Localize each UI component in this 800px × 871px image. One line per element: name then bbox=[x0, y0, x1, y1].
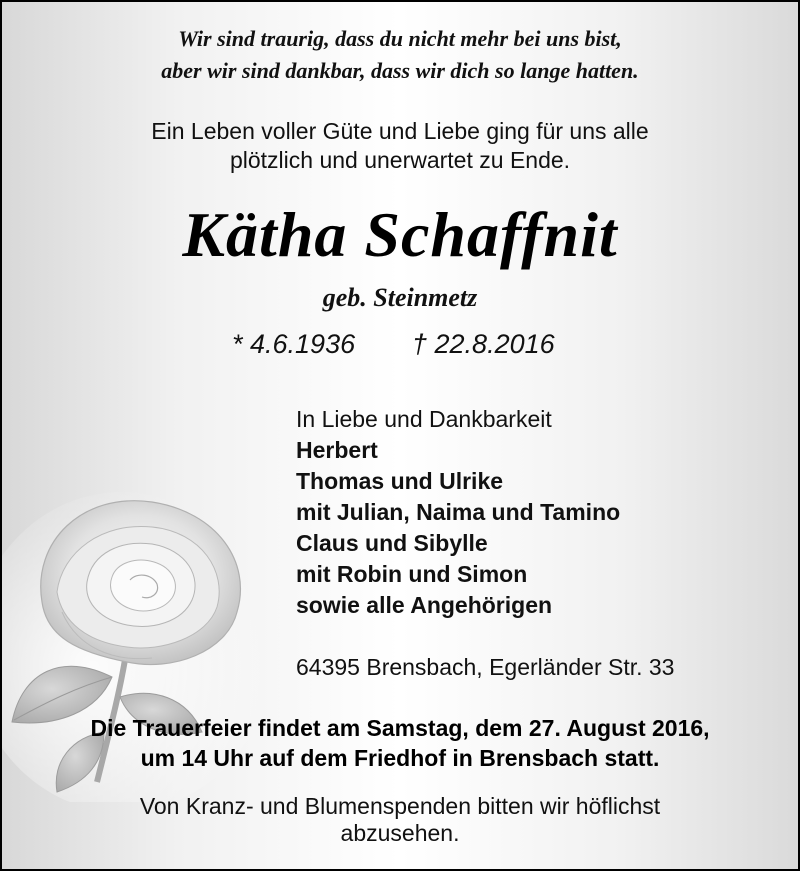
mourner-name: Herbert bbox=[296, 437, 378, 463]
mourner-name: mit Julian, Naima und Tamino bbox=[296, 499, 621, 525]
quote-line-1: Wir sind traurig, dass du nicht mehr bei uns bist, bbox=[178, 26, 622, 51]
mourner-name: mit Robin und Simon bbox=[296, 561, 528, 587]
closing-line-1: Von Kranz- und Blumenspenden bitten wir höflichst bbox=[139, 793, 661, 819]
death-date: † 22.8.2016 bbox=[412, 329, 555, 359]
birth-name: geb. Steinmetz bbox=[322, 283, 478, 312]
birth-date: * 4.6.1936 bbox=[232, 329, 356, 359]
mourner-name: sowie alle Angehörigen bbox=[296, 592, 553, 618]
ceremony-line-1: Die Trauerfeier findet am Samstag, dem 27. August 2016, bbox=[90, 715, 710, 741]
deceased-name: Kätha Schaffnit bbox=[182, 199, 618, 270]
mourners-block bbox=[296, 404, 620, 621]
ceremony-line-2: um 14 Uhr auf dem Friedhof in Brensbach statt. bbox=[140, 745, 660, 771]
mourners-intro: In Liebe und Dankbarkeit bbox=[296, 406, 552, 432]
mourner-name: Claus und Sibylle bbox=[296, 530, 488, 556]
family-address: 64395 Brensbach, Egerländer Str. 33 bbox=[296, 654, 675, 680]
ceremony-info bbox=[2, 713, 798, 773]
quote-line-2: aber wir sind dankbar, dass wir dich so lange hatten. bbox=[161, 58, 639, 83]
intro-line-2: plötzlich und unerwartet zu Ende. bbox=[229, 147, 571, 173]
intro-line-1: Ein Leben voller Güte und Liebe ging für uns alle bbox=[151, 118, 649, 144]
closing-note bbox=[2, 793, 798, 847]
mourner-name: Thomas und Ulrike bbox=[296, 468, 504, 494]
closing-line-2: abzusehen. bbox=[340, 820, 460, 846]
